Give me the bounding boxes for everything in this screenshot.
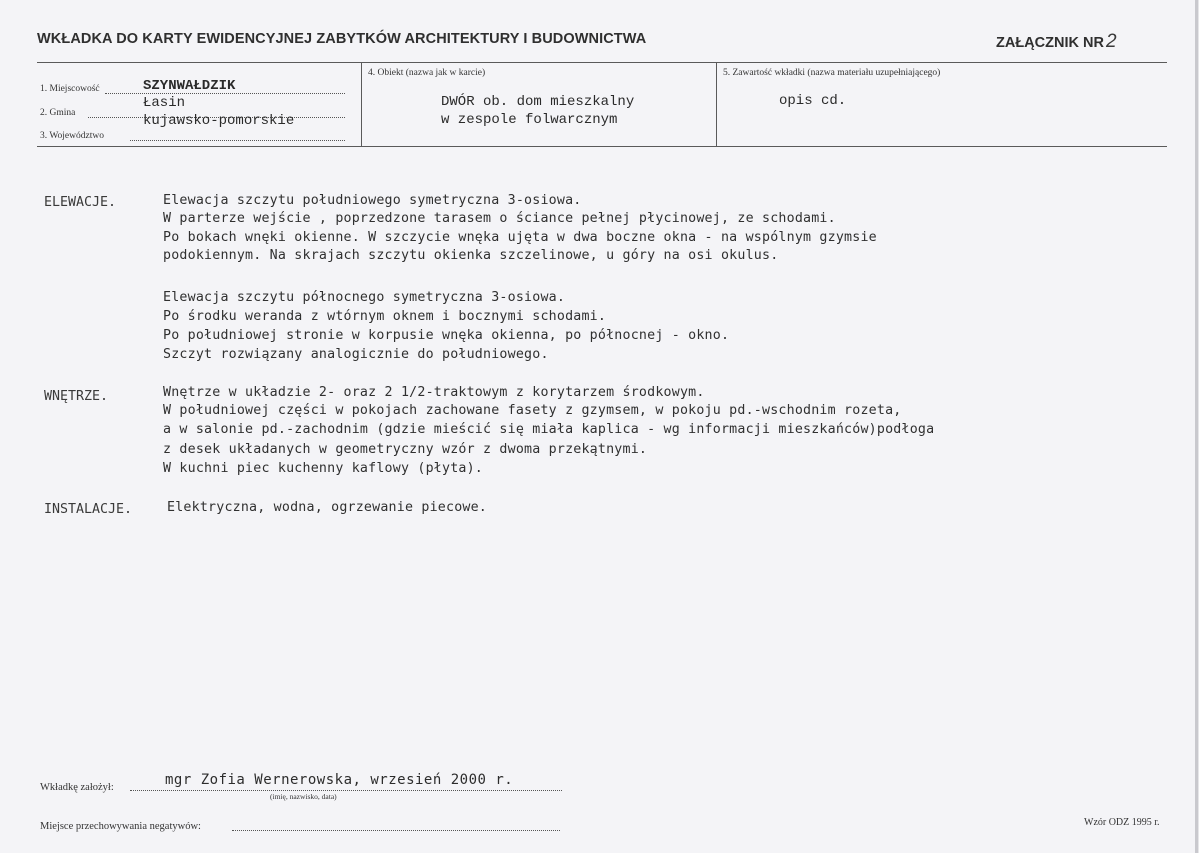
miejscowosc-value: SZYNWAŁDZIK [143, 78, 236, 94]
author-hint: (imię, nazwisko, data) [270, 792, 337, 801]
elewacje-label: ELEWACJE. [44, 195, 117, 210]
elewacje-line: Po bokach wnęki okienne. W szczycie wnęka ujęta w dwa boczne okna - na wspólnym gzymsie [163, 230, 877, 245]
obiekt-label: 4. Obiekt (nazwa jak w karcie) [368, 68, 486, 78]
author-label: Wkładkę założył: [40, 782, 114, 793]
elewacje-line: podokiennym. Na skrajach szczytu okienka szczelinowe, u góry na osi okulus. [163, 248, 779, 263]
negatives-label: Miejsce przechowywania negatywów: [40, 821, 201, 832]
zawartosc-value: opis cd. [779, 93, 847, 109]
elewacje-line: Po południowej stronie w korpusie wnęka okienna, po północnej - okno. [163, 328, 730, 343]
elewacje-line: Szczyt rozwiązany analogicznie do południowego. [163, 347, 549, 362]
author-value: mgr Zofia Wernerowska, wrzesień 2000 r. [165, 772, 514, 788]
column-divider-1 [361, 62, 362, 146]
instalacje-text: Elektryczna, wodna, ogrzewanie piecowe. [167, 500, 488, 515]
gmina-label: 2. Gmina [40, 108, 76, 118]
elewacje-line: Po środku weranda z wtórnym oknem i bocznymi schodami. [163, 309, 607, 324]
wojewodztwo-dots [130, 140, 345, 141]
instalacje-label: INSTALACJE. [44, 502, 133, 517]
wnetrze-line: W kuchni piec kuchenny kaflowy (płyta). [163, 461, 484, 476]
annex-number-value: 2 [1105, 31, 1117, 52]
wnetrze-line: a w salonie pd.-zachodnim (gdzie mieścić się miała kaplica - wg informacji mieszkańców)podłoga [163, 422, 935, 437]
form-id: Wzór ODZ 1995 r. [1084, 817, 1160, 828]
header-top-rule [37, 62, 1167, 63]
elewacje-line: W parterze wejście , poprzedzone tarasem o ściance pełnej płycinowej, ze schodami. [163, 211, 836, 226]
wojewodztwo-label: 3. Województwo [40, 131, 104, 141]
wnetrze-line: Wnętrze w układzie 2- oraz 2 1/2-traktowym z korytarzem środkowym. [163, 385, 705, 400]
document-title: WKŁADKA DO KARTY EWIDENCYJNEJ ZABYTKÓW ARCHITEKTURY I BUDOWNICTWA [37, 31, 647, 47]
gmina-value: Łasin [143, 95, 186, 111]
author-dots [130, 790, 562, 791]
zawartosc-label: 5. Zawartość wkładki (nazwa materiału uzupełniającego) [723, 68, 941, 78]
wnetrze-label: WNĘTRZE. [44, 389, 109, 404]
wojewodztwo-value: kujawsko-pomorskie [143, 113, 295, 129]
obiekt-value-line2: w zespole folwarcznym [441, 112, 618, 128]
wnetrze-line: z desek układanych w geometryczny wzór z dwoma przekątnymi. [163, 442, 648, 457]
header-bottom-rule [37, 146, 1167, 147]
obiekt-value-line1: DWÓR ob. dom mieszkalny [441, 94, 635, 110]
elewacje-line: Elewacja szczytu południowego symetryczna 3-osiowa. [163, 193, 582, 208]
annex-number [996, 31, 1117, 53]
negatives-dots [232, 830, 560, 831]
annex-label: ZAŁĄCZNIK NR [996, 35, 1104, 51]
wnetrze-line: W południowej części w pokojach zachowane fasety z gzymsem, w pokoju pd.-wschodnim rozeta, [163, 403, 902, 418]
elewacje-line: Elewacja szczytu północnego symetryczna 3-osiowa. [163, 290, 566, 305]
miejscowosc-label: 1. Miejscowość [40, 84, 100, 94]
column-divider-2 [716, 62, 717, 146]
